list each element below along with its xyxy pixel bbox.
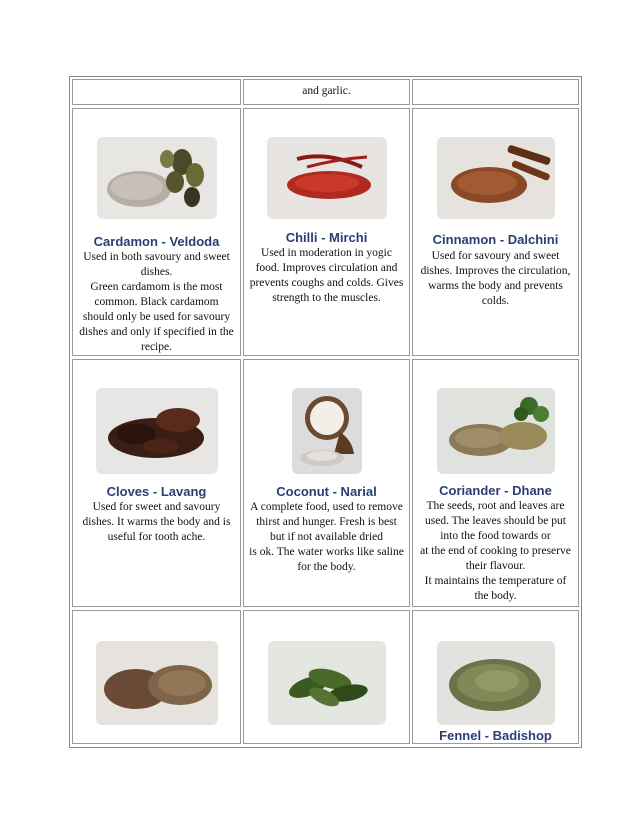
- spice-description: [407, 499, 584, 604]
- description-line: dishes. Improves the circulation,: [420, 265, 571, 277]
- description-line: for the body.: [297, 561, 356, 573]
- description-line: food. Improves circulation and: [255, 262, 398, 274]
- description-line: useful for tooth ache.: [107, 531, 206, 543]
- spice-cell-cinnamon: [412, 108, 579, 356]
- description-line: warms the body and prevents: [428, 280, 563, 292]
- description-line: their flavour.: [465, 560, 526, 572]
- spice-cell-cardamon: [72, 108, 241, 356]
- spice-cell-chilli: [243, 108, 410, 356]
- spice-description: [238, 500, 415, 575]
- spice-cell-cloves: [72, 359, 241, 607]
- description-line: Green cardamom is the most: [90, 281, 223, 293]
- spice-cell-coconut: [243, 359, 410, 607]
- spice-table: [69, 76, 582, 748]
- description-line: Used in both savoury and sweet: [83, 251, 230, 263]
- spice-cell-cumin: [72, 610, 241, 744]
- spice-description: [67, 250, 246, 355]
- description-line: dishes. It warms the body and is: [82, 516, 231, 528]
- spice-title: Coriander - Dhane: [439, 483, 552, 498]
- description-line: used. The leaves should be put: [425, 515, 566, 527]
- cardamom-photo-icon: [97, 137, 217, 219]
- description-line: the body.: [474, 590, 517, 602]
- cloves-photo-icon: [96, 388, 218, 474]
- spice-cell-coriander: [412, 359, 579, 607]
- description-line: at the end of cooking to preserve: [420, 545, 571, 557]
- fennel-photo-icon: [437, 641, 555, 725]
- continuation-text: and garlic.: [302, 85, 351, 97]
- table-cell: [412, 79, 579, 105]
- spice-cell-fennel: [412, 610, 579, 744]
- description-line: Used in moderation in yogic: [261, 247, 392, 259]
- chilli-powder-photo-icon: [267, 137, 387, 219]
- description-line: strength to the muscles.: [272, 292, 381, 304]
- spice-description: [407, 249, 584, 309]
- description-line: It maintains the temperature of: [424, 575, 567, 587]
- description-line: but if not available dried: [269, 531, 384, 543]
- spice-title: Chilli - Mirchi: [285, 230, 368, 245]
- description-line: colds.: [481, 295, 510, 307]
- coconut-photo-icon: [292, 388, 362, 474]
- cumin-photo-icon: [96, 641, 218, 725]
- description-line: Used for savoury and sweet: [431, 250, 560, 262]
- description-line: thirst and hunger. Fresh is best: [256, 516, 397, 528]
- spice-title: Fennel - Badishop: [439, 728, 552, 743]
- description-line: dishes.: [140, 266, 173, 278]
- table-row: [72, 610, 579, 744]
- table-cell: [72, 79, 241, 105]
- coriander-photo-icon: [437, 388, 555, 474]
- description-line: A complete food, used to remove: [250, 501, 403, 513]
- table-cell: [243, 79, 410, 105]
- spice-cell-curry-leaves: [243, 610, 410, 744]
- description-line: recipe.: [141, 341, 172, 353]
- description-line: The seeds, root and leaves are: [426, 500, 565, 512]
- table-row: [72, 79, 579, 105]
- description-line: Used for sweet and savoury: [92, 501, 221, 513]
- spice-title: Coconut - Narial: [276, 484, 377, 499]
- table-row: [72, 108, 579, 356]
- description-line: should only be used for savoury: [82, 311, 231, 323]
- curry-leaves-photo-icon: [268, 641, 386, 725]
- spice-description: [67, 500, 246, 545]
- description-line: is ok. The water works like saline: [249, 546, 404, 558]
- description-line: prevents coughs and colds. Gives: [249, 277, 404, 289]
- spice-description: [238, 246, 415, 306]
- spice-title: Cloves - Lavang: [106, 484, 207, 499]
- spice-title: Cinnamon - Dalchini: [432, 232, 559, 247]
- table-row: [72, 359, 579, 607]
- cinnamon-photo-icon: [437, 137, 555, 219]
- spice-title: Cardamon - Veldoda: [93, 234, 220, 249]
- description-line: dishes and only if specified in the: [79, 326, 234, 338]
- description-line: common. Black cardamom: [94, 296, 219, 308]
- description-line: into the food towards or: [440, 530, 551, 542]
